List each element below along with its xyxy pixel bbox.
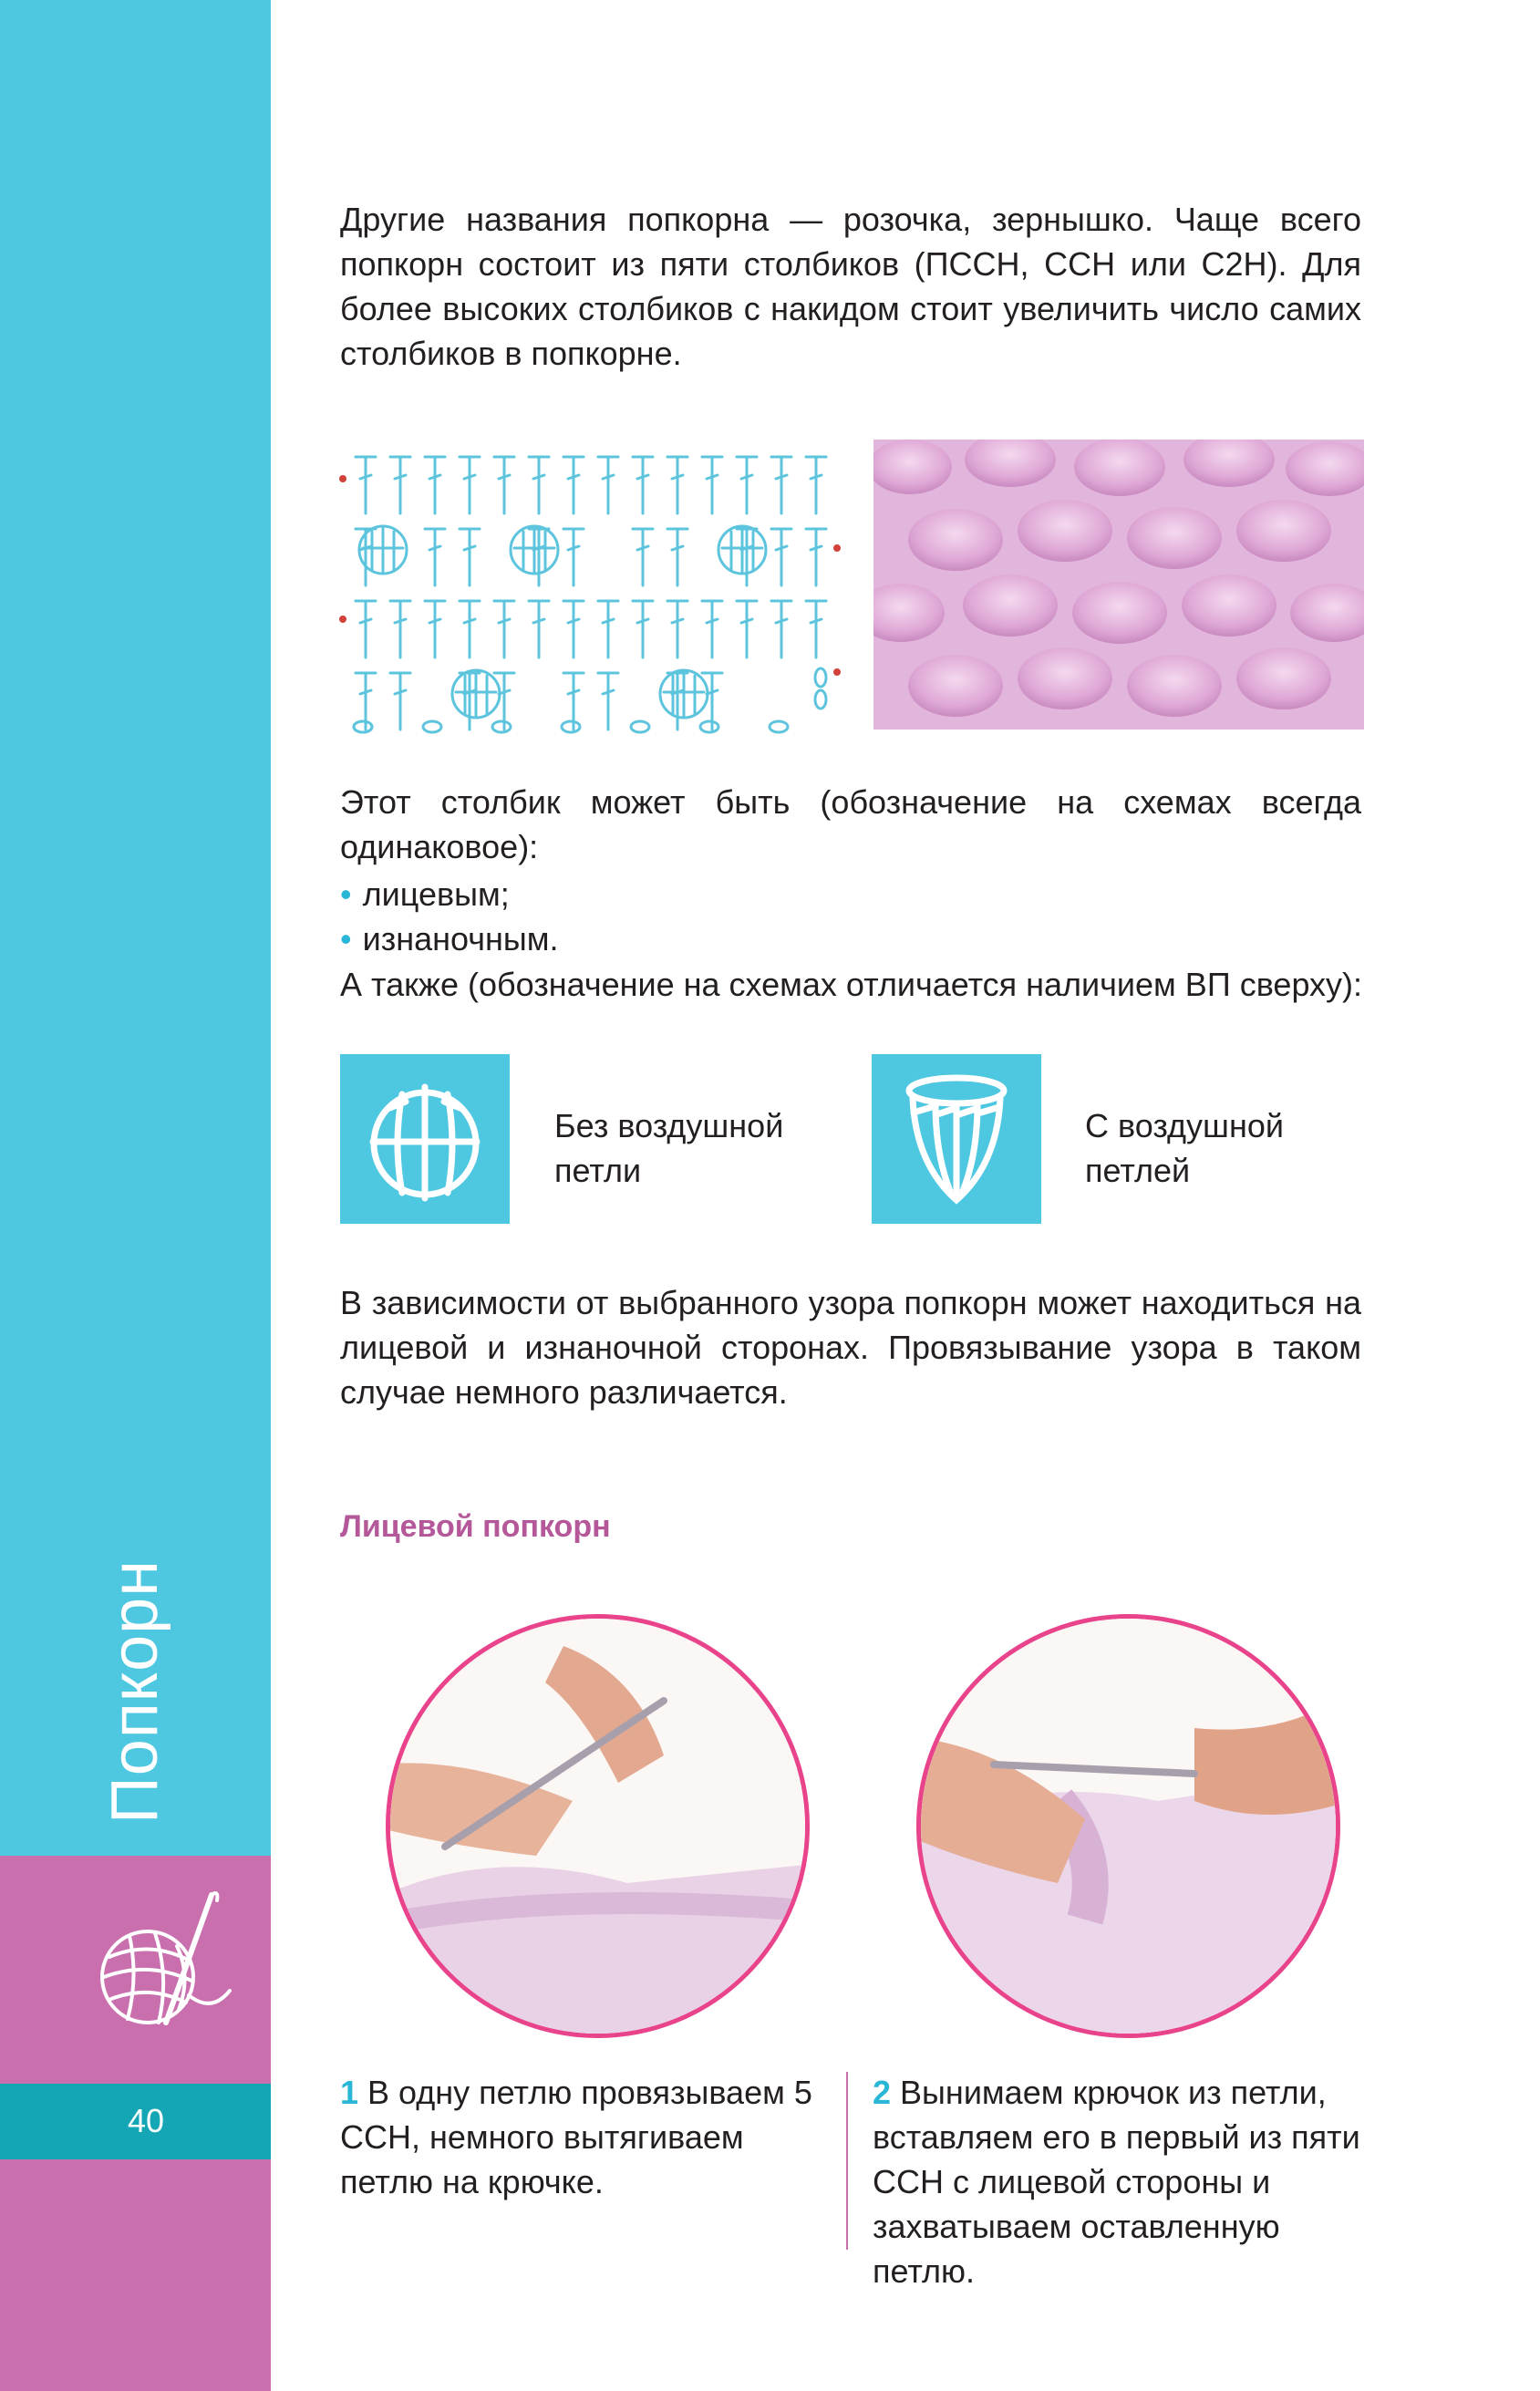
sides-paragraph: В зависимости от выбранного узора попкорн может находиться на лицевой и изнаночной сторонах. Провязывание узора в таком случае немного различается.	[340, 1284, 1361, 1411]
bullet-dot-icon: •	[340, 920, 352, 957]
step-2-photo	[916, 1614, 1340, 2038]
popcorn-swatch-photo	[873, 440, 1364, 730]
intro-paragraph: Другие названия попкорна — розочка, зернышко. Чаще всего попкорн состоит из пяти столбиков (ПССН, ССН или С2Н). Для более высоких столбиков с накидом стоит увеличить число самих столбиков в попкорне.	[340, 201, 1361, 372]
step-2-caption	[873, 2070, 1365, 2293]
subheading-front-popcorn: Лицевой попкорн	[340, 1509, 611, 1544]
step-1-caption	[340, 2070, 832, 2204]
step-number: 2	[873, 2074, 892, 2111]
step-1-photo	[386, 1614, 810, 2038]
step-divider	[846, 2072, 848, 2250]
symbol-label-no-chain: Без воздушной петли	[554, 1107, 784, 1189]
step-text: В одну петлю провязываем 5 ССН, немного вытягиваем петлю на крючке.	[340, 2074, 812, 2200]
also-paragraph: А также (обозначение на схемах отличается наличием ВП сверху):	[340, 966, 1363, 1003]
bullet-item-back: • изнаночным.	[340, 920, 559, 957]
symbol-label-with-chain: С воздушной петлей	[1085, 1107, 1284, 1189]
yarn-ball-with-hook-icon	[75, 1886, 243, 2055]
popcorn-symbol-icon	[340, 1054, 510, 1224]
bullet-dot-icon: •	[340, 875, 352, 913]
step-text: Вынимаем крючок из петли, вставляем его в первый из пяти ССН с лицевой стороны и захватываем оставленную петлю.	[873, 2074, 1360, 2290]
page-number: 40	[127, 2102, 165, 2139]
step-number: 1	[340, 2074, 359, 2111]
popcorn-with-chain-symbol-icon	[872, 1054, 1041, 1224]
popcorn-stitch-chart	[337, 442, 848, 743]
variants-paragraph: Этот столбик может быть (обозначение на схемах всегда одинаковое):	[340, 783, 1361, 865]
section-title: Попкорн	[98, 1559, 171, 1824]
bullet-item-front: • лицевым;	[340, 875, 510, 913]
